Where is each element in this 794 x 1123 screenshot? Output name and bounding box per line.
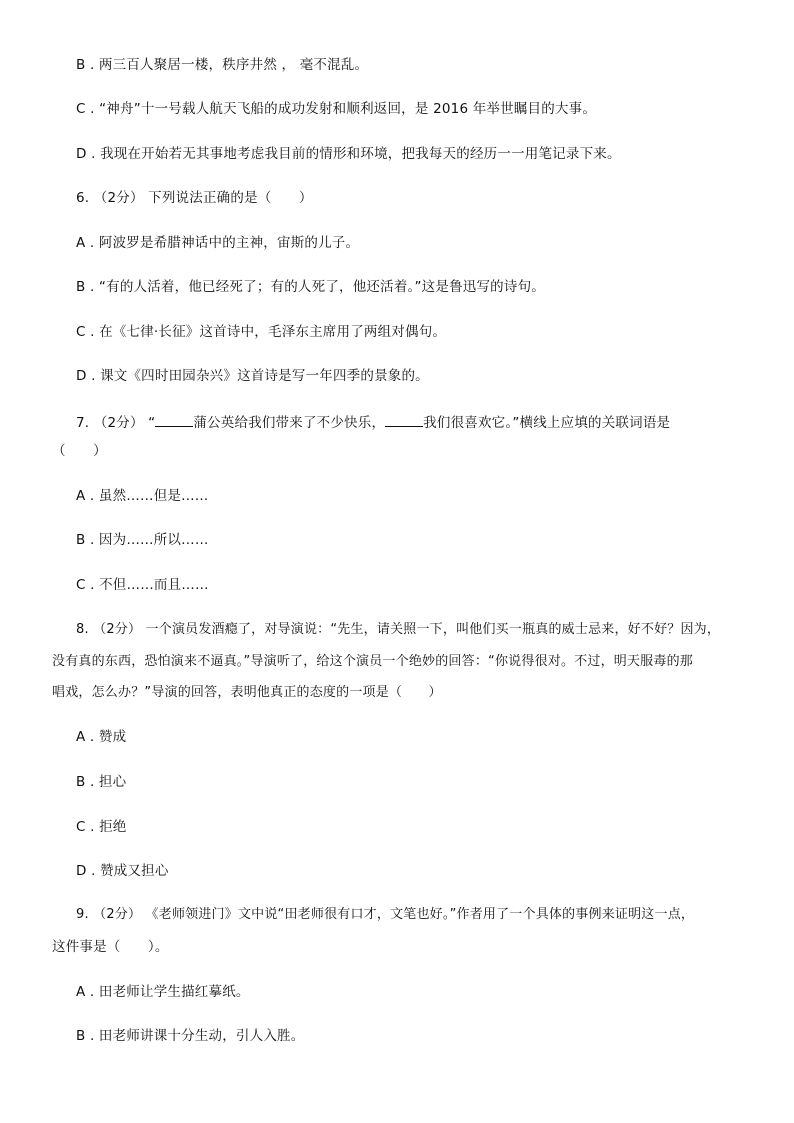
q8-option-b: B . 担心 [76, 774, 127, 790]
q8-option-a: A . 赞成 [76, 729, 127, 745]
q5-option-c: C . “神舟”十一号载人航天飞船的成功发射和顺利返回，是 2016 年举世瞩目的大事。 [76, 101, 597, 117]
q6-option-b: B . “有的人活着，他已经死了；有的人死了，他还活着。”这是鲁迅写的诗句。 [76, 279, 545, 295]
q8-stem-line3: 唱戏，怎么办？”导演的回答，表明他真正的态度的一项是（ ） [52, 685, 442, 700]
q5-option-d: D . 我现在开始若无其事地考虑我目前的情形和环境，把我每天的经历一一用笔记录下来。 [76, 146, 621, 162]
q7-stem [76, 412, 670, 432]
q7-blank-2 [385, 412, 423, 427]
q9-stem-line1: 9. （2分） 《老师领进门》文中说“田老师很有口才，文笔也好。”作者用了一个具体的事例来证明这一点， [76, 907, 695, 922]
q8-stem-line1: 8. （2分） 一个演员发酒瘾了，对导演说：“先生，请关照一下，叫他们买一瓶真的威士忌来，好不好？因为， [76, 622, 721, 637]
q6-option-a: A . 阿波罗是希腊神话中的主神，宙斯的儿子。 [76, 235, 360, 251]
q7-stem-suffix: 我们很喜欢它。”横线上应填的关联词语是 [423, 415, 671, 431]
q7-stem-line2: （ ） [52, 443, 107, 459]
q6-option-d: D . 课文《四时田园杂兴》这首诗是写一年四季的景象的。 [76, 368, 429, 384]
q7-option-a: A . 虽然……但是…… [76, 488, 209, 504]
q6-stem: 6. （2分） 下列说法正确的是（ ） [76, 190, 313, 206]
q9-option-b: B . 田老师讲课十分生动，引人入胜。 [76, 1028, 305, 1044]
q7-option-c: C . 不但……而且…… [76, 577, 209, 593]
q6-option-c: C . 在《七律·长征》这首诗中，毛泽东主席用了两组对偶句。 [76, 324, 447, 340]
q9-stem-line2: 这件事是（ ）。 [52, 939, 169, 955]
q7-blank-1 [155, 412, 193, 427]
q8-stem-line2: 没有真的东西，恐怕演来不逼真。”导演听了，给这个演员一个绝妙的回答：“你说得很对。不过，明天服毒的那 [52, 654, 693, 669]
q7-stem-middle: 蒲公英给我们带来了不少快乐， [193, 415, 386, 431]
q8-option-d: D . 赞成又担心 [76, 863, 169, 879]
q8-option-c: C . 拒绝 [76, 819, 127, 835]
q7-option-b: B . 因为……所以…… [76, 532, 209, 548]
q9-option-a: A . 田老师让学生描红摹纸。 [76, 984, 250, 1000]
q5-option-b: B . 两三百人聚居一楼，秩序井然 ， 毫不混乱。 [76, 57, 369, 73]
q7-stem-prefix: 7. （2分） “ [76, 415, 156, 431]
